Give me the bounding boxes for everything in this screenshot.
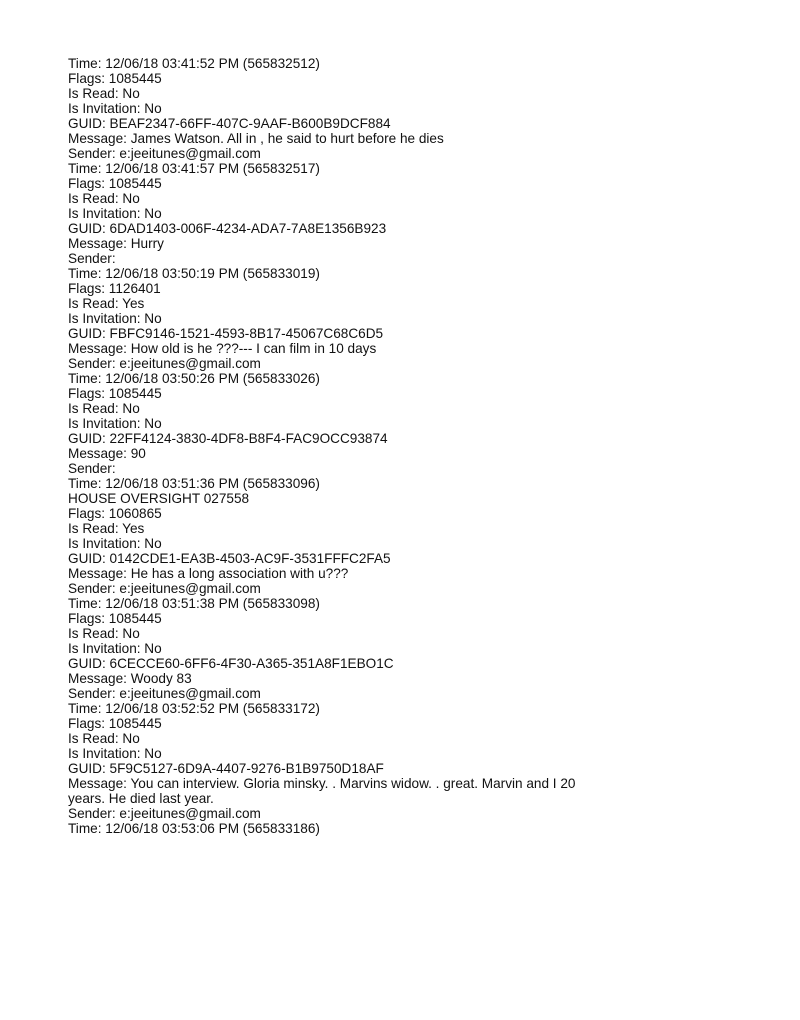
record-line: Time: 12/06/18 03:53:06 PM (565833186) xyxy=(68,821,320,836)
record-line: Message: 90 xyxy=(68,446,146,461)
message-log xyxy=(68,56,668,836)
record-line: Sender: e:jeeitunes@gmail.com xyxy=(68,356,261,371)
record-line: Time: 12/06/18 03:51:36 PM (565833096) xyxy=(68,476,320,491)
record-line: Is Read: Yes xyxy=(68,296,145,311)
record-line: Time: 12/06/18 03:50:19 PM (565833019) xyxy=(68,266,320,281)
record-line: Flags: 1085445 xyxy=(68,386,162,401)
page-stamp: HOUSE OVERSIGHT 027558 xyxy=(68,491,250,506)
record-line: Sender: e:jeeitunes@gmail.com xyxy=(68,146,261,161)
record-line: Sender: e:jeeitunes@gmail.com xyxy=(68,806,261,821)
record-line: Message: How old is he ???--- I can film in 10 days xyxy=(68,341,377,356)
record-line: Flags: 1126401 xyxy=(68,281,161,296)
record-line: Flags: 1085445 xyxy=(68,611,162,626)
record-line: GUID: 22FF4124-3830-4DF8-B8F4-FAC9OCC93874 xyxy=(68,431,388,446)
record-line: Is Invitation: No xyxy=(68,101,162,116)
record-line: Is Invitation: No xyxy=(68,536,162,551)
record-line: Is Read: No xyxy=(68,401,140,416)
record-line: Sender: e:jeeitunes@gmail.com xyxy=(68,581,261,596)
record-line: GUID: BEAF2347-66FF-407C-9AAF-B600B9DCF884 xyxy=(68,116,391,131)
record-line: Message: James Watson. All in , he said to hurt before he dies xyxy=(68,131,444,146)
record-line: Sender: e:jeeitunes@gmail.com xyxy=(68,686,261,701)
record-line: Message: Woody 83 xyxy=(68,671,192,686)
record-line: Message: Hurry xyxy=(68,236,164,251)
record-line: Sender: xyxy=(68,251,116,266)
record-line: Time: 12/06/18 03:41:57 PM (565832517) xyxy=(68,161,320,176)
record-line: Is Read: Yes xyxy=(68,521,145,536)
record-line: Time: 12/06/18 03:41:52 PM (565832512) xyxy=(68,56,320,71)
record-line: Is Invitation: No xyxy=(68,311,162,326)
record-line: Sender: xyxy=(68,461,116,476)
record-line: Flags: 1085445 xyxy=(68,71,162,86)
record-line: Is Invitation: No xyxy=(68,206,162,221)
record-line: Time: 12/06/18 03:50:26 PM (565833026) xyxy=(68,371,320,386)
record-line: Is Read: No xyxy=(68,86,140,101)
record-line: Is Invitation: No xyxy=(68,416,162,431)
record-line: Is Invitation: No xyxy=(68,746,162,761)
record-line: Flags: 1060865 xyxy=(68,506,162,521)
record-line: Is Invitation: No xyxy=(68,641,162,656)
record-line: GUID: 5F9C5127-6D9A-4407-9276-B1B9750D18AF xyxy=(68,761,384,776)
record-line: GUID: 6DAD1403-006F-4234-ADA7-7A8E1356B923 xyxy=(68,221,387,236)
record-line: Is Read: No xyxy=(68,191,140,206)
record-line: Is Read: No xyxy=(68,626,140,641)
record-line: Flags: 1085445 xyxy=(68,716,162,731)
record-line: Time: 12/06/18 03:51:38 PM (565833098) xyxy=(68,596,320,611)
record-line: GUID: 6CECCE60-6FF6-4F30-A365-351A8F1EBO1C xyxy=(68,656,394,671)
record-line: Flags: 1085445 xyxy=(68,176,162,191)
record-line: Time: 12/06/18 03:52:52 PM (565833172) xyxy=(68,701,320,716)
record-line: GUID: FBFC9146-1521-4593-8B17-45067C68C6D5 xyxy=(68,326,384,341)
record-line: Message: You can interview. Gloria minsky. . Marvins widow. . great. Marvin and I 20 xyxy=(68,776,576,791)
record-line: years. He died last year. xyxy=(68,791,214,806)
record-line: Message: He has a long association with u??? xyxy=(68,566,349,581)
record-line: GUID: 0142CDE1-EA3B-4503-AC9F-3531FFFC2FA5 xyxy=(68,551,391,566)
record-line: Is Read: No xyxy=(68,731,140,746)
